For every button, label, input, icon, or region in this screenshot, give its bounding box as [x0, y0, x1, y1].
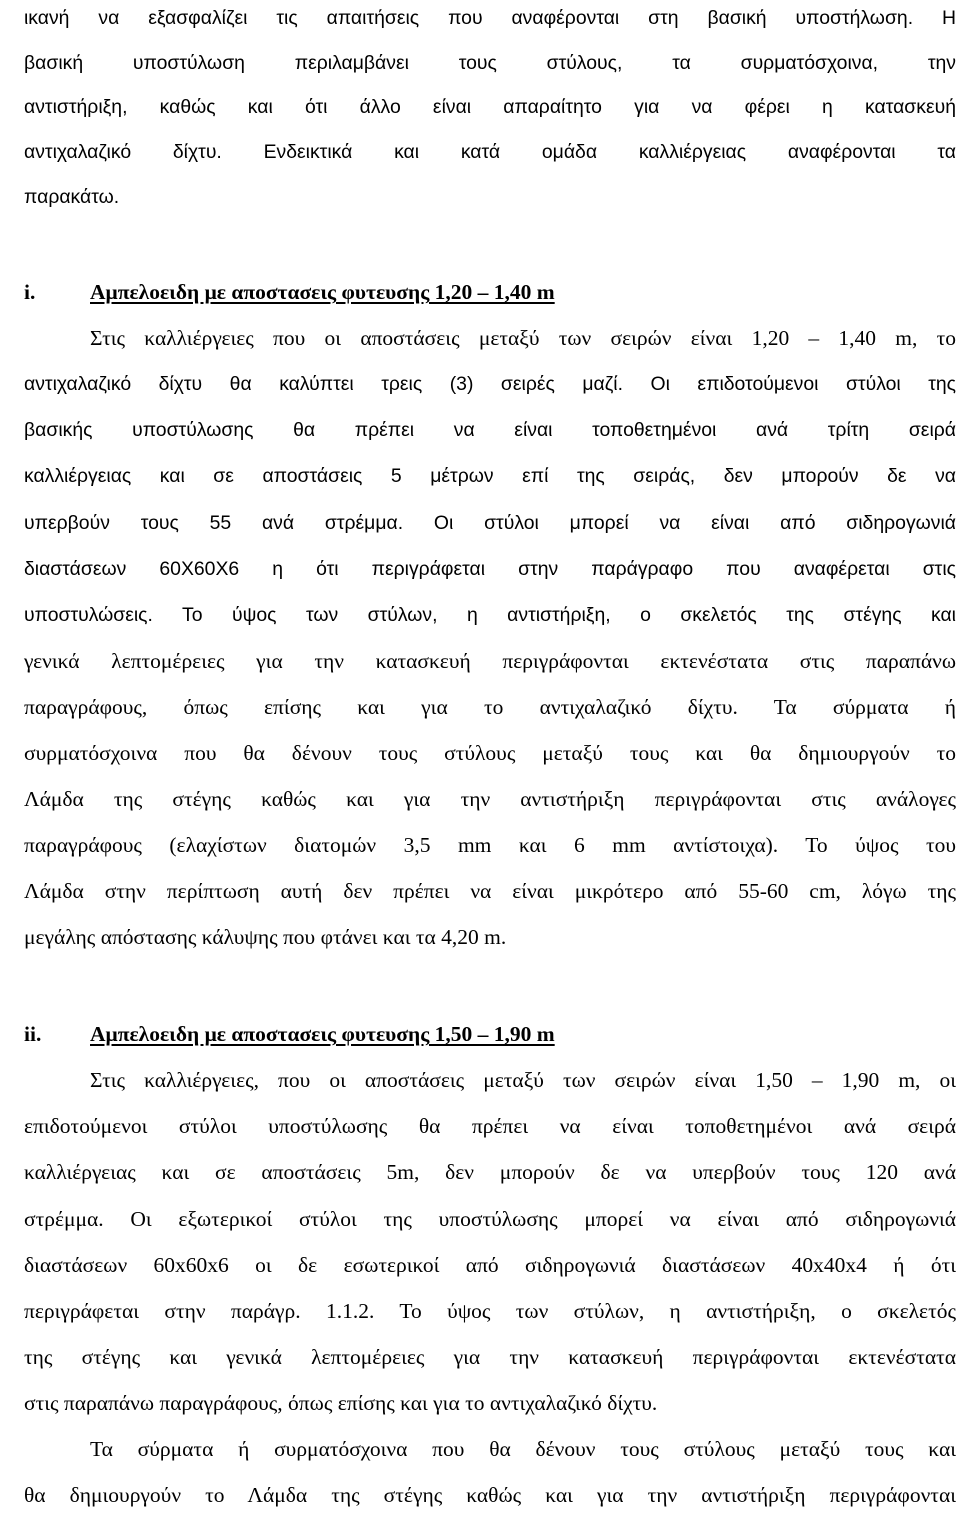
body-line: περιγράφεται στην παράγρ. 1.1.2. Το ύψος των στύλων, η αντιστήριξη, ο σκελετός: [24, 1299, 956, 1323]
section-heading-ii: [24, 1018, 555, 1050]
body-line: καλλιέργειας και σε αποστάσεις 5m, δεν μπορούν δε να υπερβούν τους 120 ανά: [24, 1160, 956, 1184]
intro-line: αντιχαλαζικό δίχτυ. Ενδεικτικά και κατά ομάδα καλλιέργειας αναφέρονται τα: [24, 141, 956, 163]
body-line: μεγάλης απόστασης κάλυψης που φτάνει και τα 4,20 m.: [24, 925, 507, 949]
intro-line: παρακάτω.: [24, 186, 120, 208]
body-line: της στέγης και γενικά λεπτομέρειες για την κατασκευή περιγράφονται εκτενέστατα: [24, 1345, 956, 1369]
body-line: στις παραπάνω παραγράφους, όπως επίσης και για το αντιχαλαζικό δίχτυ.: [24, 1391, 658, 1415]
body-line: παραγράφους (ελαχίστων διατομών 3,5 mm και 6 mm αντίστοιχα). Το ύψος του: [24, 833, 956, 857]
body-line: Τα σύρματα ή συρματόσχοινα που θα δένουν τους στύλους μεταξύ τους και: [90, 1437, 956, 1461]
body-line: θα δημιουργούν το Λάμδα της στέγης καθώς και για την αντιστήριξη περιγράφονται: [24, 1483, 956, 1507]
section-number: ii.: [24, 1022, 42, 1046]
body-line: αντιχαλαζικό δίχτυ θα καλύπτει τρεις (3) σειρές μαζί. Οι επιδοτούμενοι στύλοι της: [24, 373, 956, 395]
body-line: γενικά λεπτομέρειες για την κατασκευή περιγράφονται εκτενέστατα στις παραπάνω: [24, 649, 956, 673]
body-line: υπερβούν τους 55 ανά στρέμμα. Οι στύλοι μπορεί να είναι από σιδηρογωνιά: [24, 512, 956, 534]
section-title: Αμπελοειδη με αποστασεις φυτευσης 1,20 – 1,40 m: [90, 280, 555, 304]
body-line: Λάμδα στην περίπτωση αυτή δεν πρέπει να είναι μικρότερο από 55-60 cm, λόγω της: [24, 879, 956, 903]
body-line: Λάμδα της στέγης καθώς και για την αντιστήριξη περιγράφονται στις ανάλογες: [24, 787, 956, 811]
body-line: Στις καλλιέργειες που οι αποστάσεις μεταξύ των σειρών είναι 1,20 – 1,40 m, το: [90, 326, 956, 350]
section-number: i.: [24, 280, 36, 304]
body-line: στρέμμα. Οι εξωτερικοί στύλοι της υποστύλωσης μπορεί να είναι από σιδηρογωνιά: [24, 1207, 956, 1231]
section-title: Αμπελοειδη με αποστασεις φυτευσης 1,50 – 1,90 m: [90, 1022, 555, 1046]
body-line: συρματόσχοινα που θα δένουν τους στύλους μεταξύ τους και θα δημιουργούν το: [24, 741, 956, 765]
section-heading-i: [24, 276, 555, 308]
body-line: βασικής υποστύλωσης θα πρέπει να είναι τοποθετημένοι ανά τρίτη σειρά: [24, 419, 956, 441]
body-line: υποστυλώσεις. Το ύψος των στύλων, η αντιστήριξη, ο σκελετός της στέγης και: [24, 604, 956, 626]
body-line: διαστάσεων 60Χ60Χ6 η ότι περιγράφεται στην παράγραφο που αναφέρεται στις: [24, 558, 956, 580]
body-line: καλλιέργειας και σε αποστάσεις 5 μέτρων επί της σειράς, δεν μπορούν δε να: [24, 465, 956, 487]
body-line: Στις καλλιέργειες, που οι αποστάσεις μεταξύ των σειρών είναι 1,50 – 1,90 m, οι: [90, 1068, 956, 1092]
intro-line: ικανή να εξασφαλίζει τις απαιτήσεις που αναφέρονται στη βασική υποστήλωση. Η: [24, 7, 956, 29]
body-line: διαστάσεων 60x60x6 οι δε εσωτερικοί από σιδηρογωνιά διαστάσεων 40x40x4 ή ότι: [24, 1253, 956, 1277]
body-line: παραγράφους, όπως επίσης και για το αντιχαλαζικό δίχτυ. Τα σύρματα ή: [24, 695, 956, 719]
intro-line: βασική υποστύλωση περιλαμβάνει τους στύλους, τα συρματόσχοινα, την: [24, 52, 956, 74]
intro-line: αντιστήριξη, καθώς και ότι άλλο είναι απαραίτητο για να φέρει η κατασκευή: [24, 96, 956, 118]
body-line: επιδοτούμενοι στύλοι υποστύλωσης θα πρέπει να είναι τοποθετημένοι ανά σειρά: [24, 1114, 956, 1138]
